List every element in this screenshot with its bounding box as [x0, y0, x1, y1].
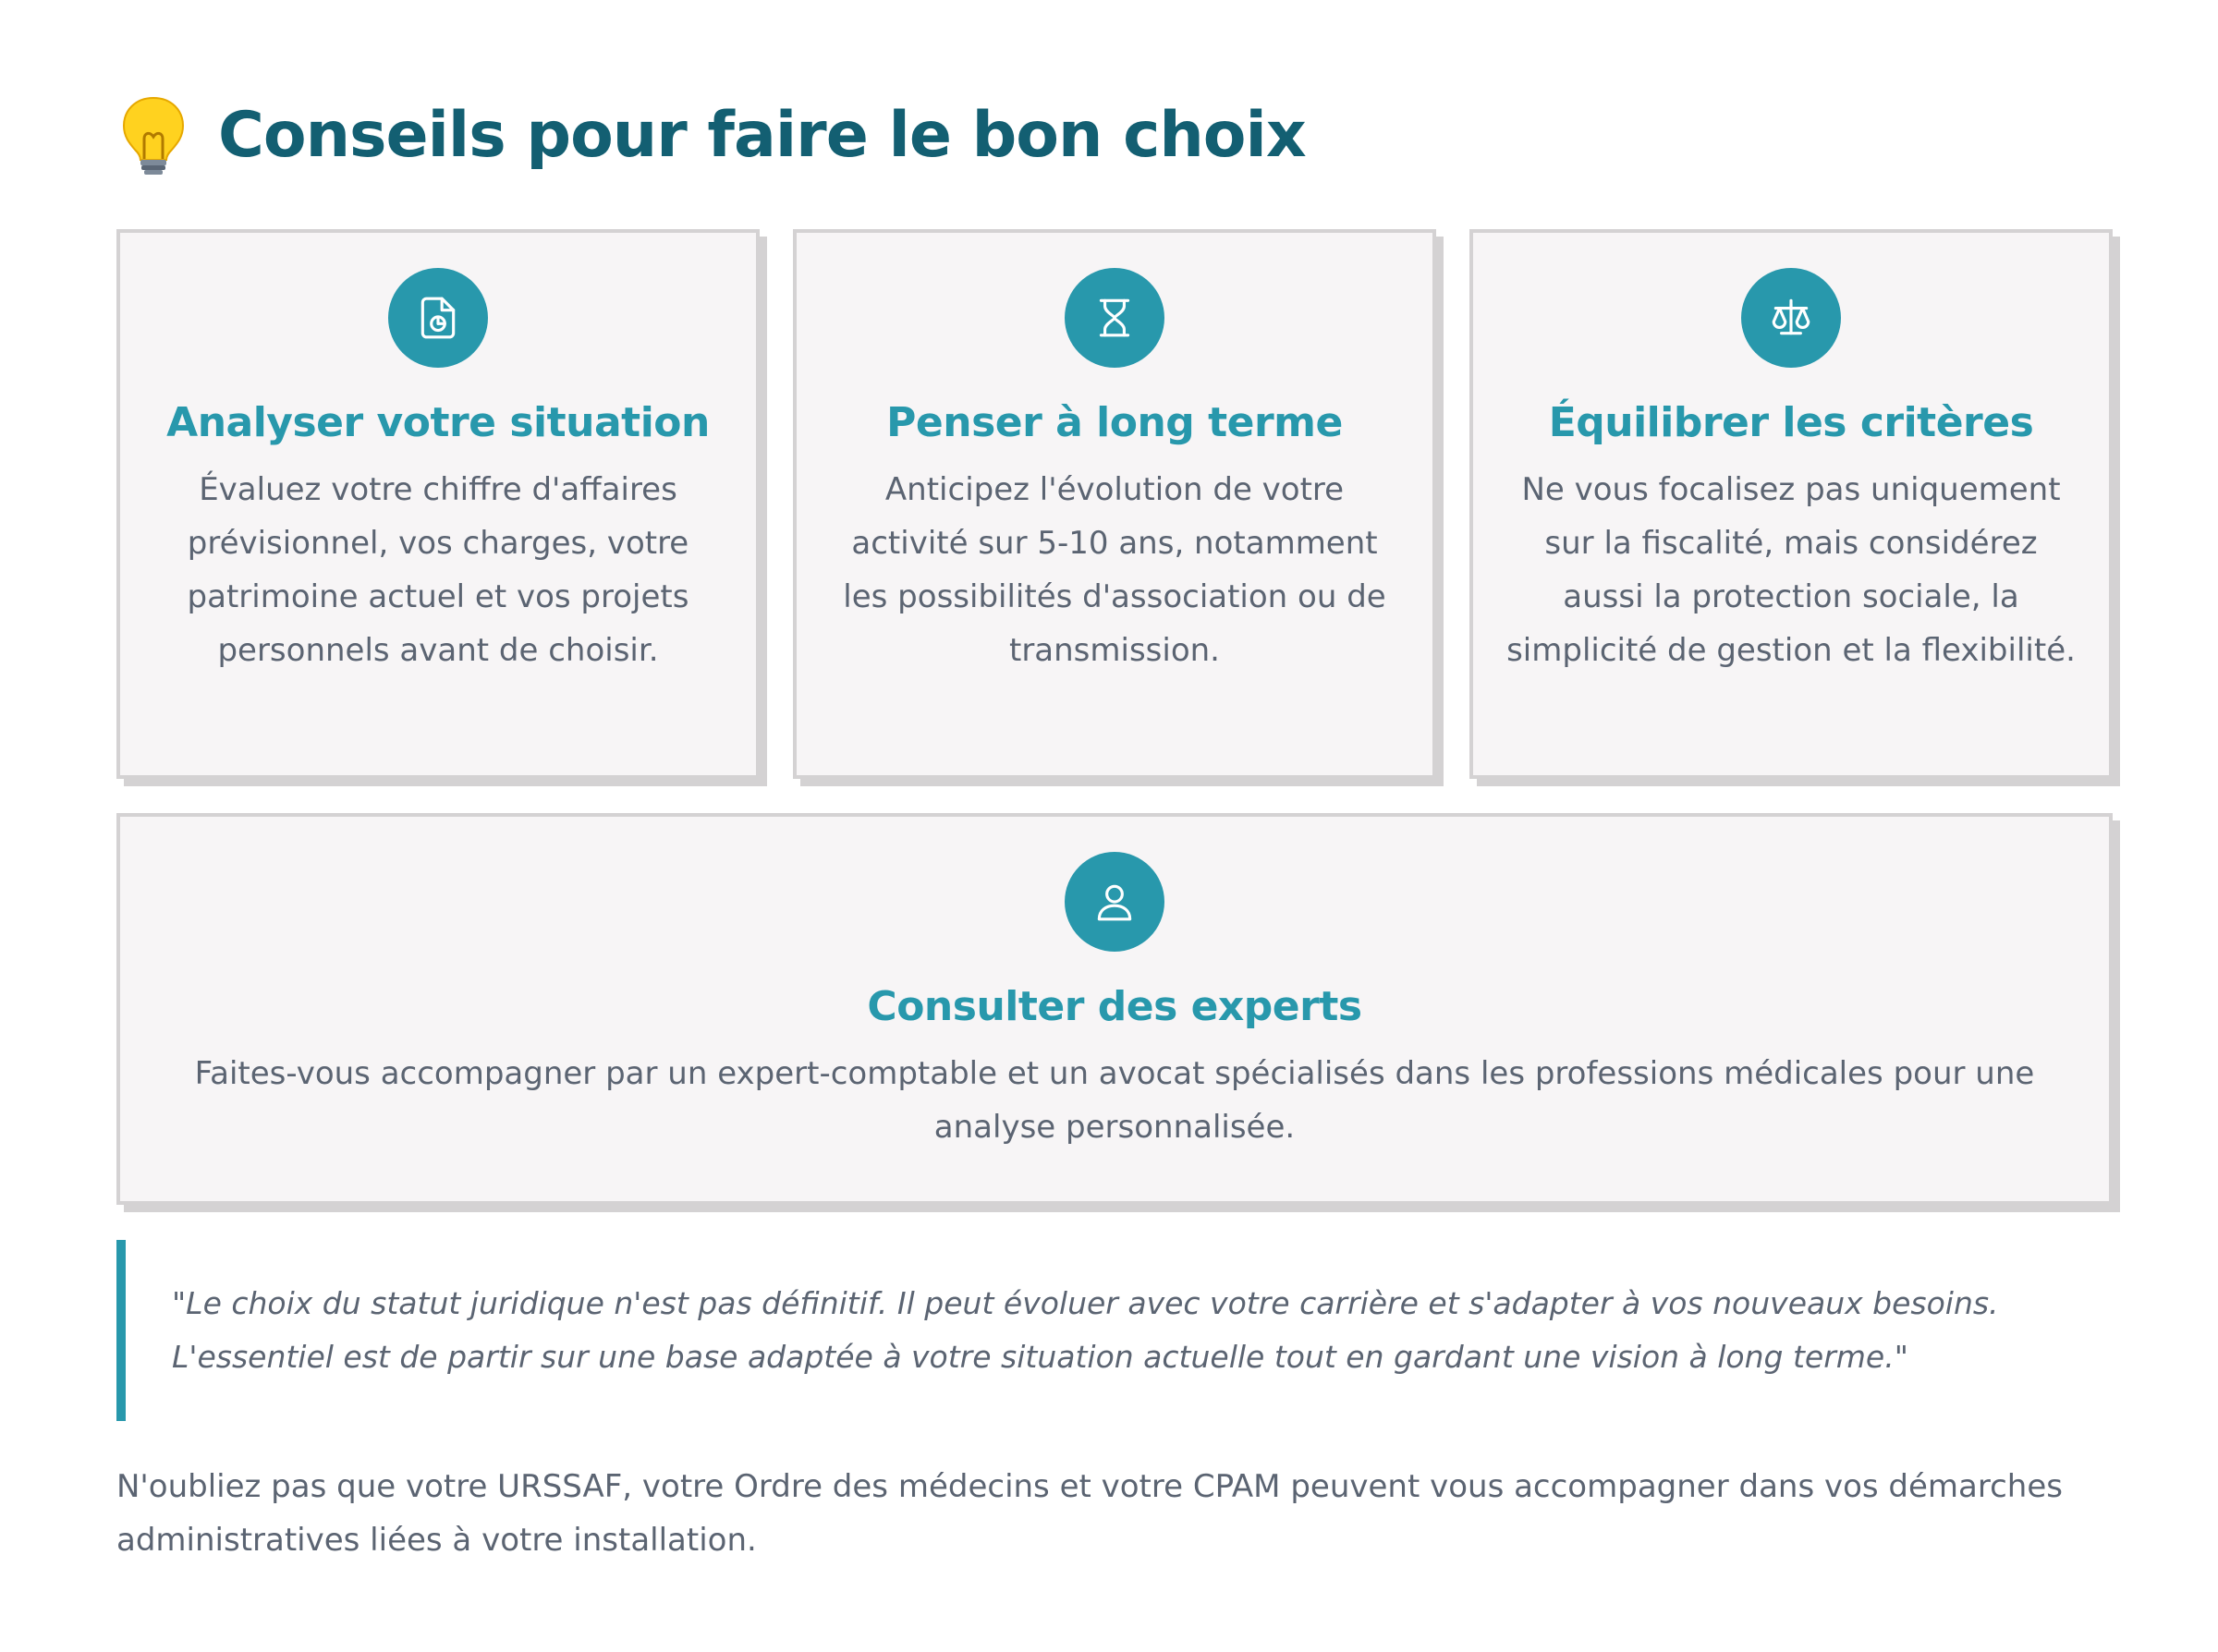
lightbulb-icon	[116, 94, 190, 176]
card-text: Évaluez votre chiffre d'affaires prévisionnel, vos charges, votre patrimoine actuel et vos projets personnels avant de choisir.	[187, 471, 689, 669]
user-icon	[1091, 879, 1138, 925]
tip-card-experts	[116, 813, 2113, 1205]
blockquote	[116, 1240, 2113, 1421]
hourglass-icon	[1091, 295, 1138, 341]
card-icon-badge	[388, 268, 488, 368]
page-title: Conseils pour faire le bon choix	[218, 98, 1306, 172]
card-icon-badge	[1741, 268, 1841, 368]
tip-card-analyser	[116, 229, 760, 779]
section-header	[116, 89, 1306, 181]
tip-card-long-terme	[793, 229, 1436, 779]
card-icon-badge	[1065, 852, 1164, 952]
card-title: Penser à long terme	[886, 399, 1343, 446]
card-text: Faites-vous accompagner par un expert-comptable et un avocat spécialisés dans les professions médicales pour une analyse personnalisée.	[194, 1055, 2035, 1146]
info-paragraph: N'oubliez pas que votre URSSAF, votre Ordre des médecins et votre CPAM peuvent vous accompagner dans vos démarches administratives liées à votre installation.	[116, 1468, 2063, 1559]
document-chart-icon	[415, 295, 461, 341]
card-title: Équilibrer les critères	[1548, 399, 2034, 446]
quote-text: "Le choix du statut juridique n'est pas définitif. Il peut évoluer avec votre carrière et s'adapter à vos nouveaux besoins. L'essentiel est de partir sur une base adaptée à votre situation actuelle tout en gardant une vision à long terme."	[172, 1285, 1999, 1375]
card-text: Ne vous focalisez pas uniquement sur la fiscalité, mais considérez aussi la protection sociale, la simplicité de gestion et la flexibilité.	[1506, 471, 2076, 669]
card-icon-badge	[1065, 268, 1164, 368]
scale-icon	[1768, 295, 1814, 341]
card-title: Analyser votre situation	[166, 399, 710, 446]
tip-card-equilibrer	[1469, 229, 2113, 779]
card-text: Anticipez l'évolution de votre activité sur 5-10 ans, notamment les possibilités d'association ou de transmission.	[843, 471, 1386, 669]
card-title: Consulter des experts	[867, 983, 1362, 1030]
